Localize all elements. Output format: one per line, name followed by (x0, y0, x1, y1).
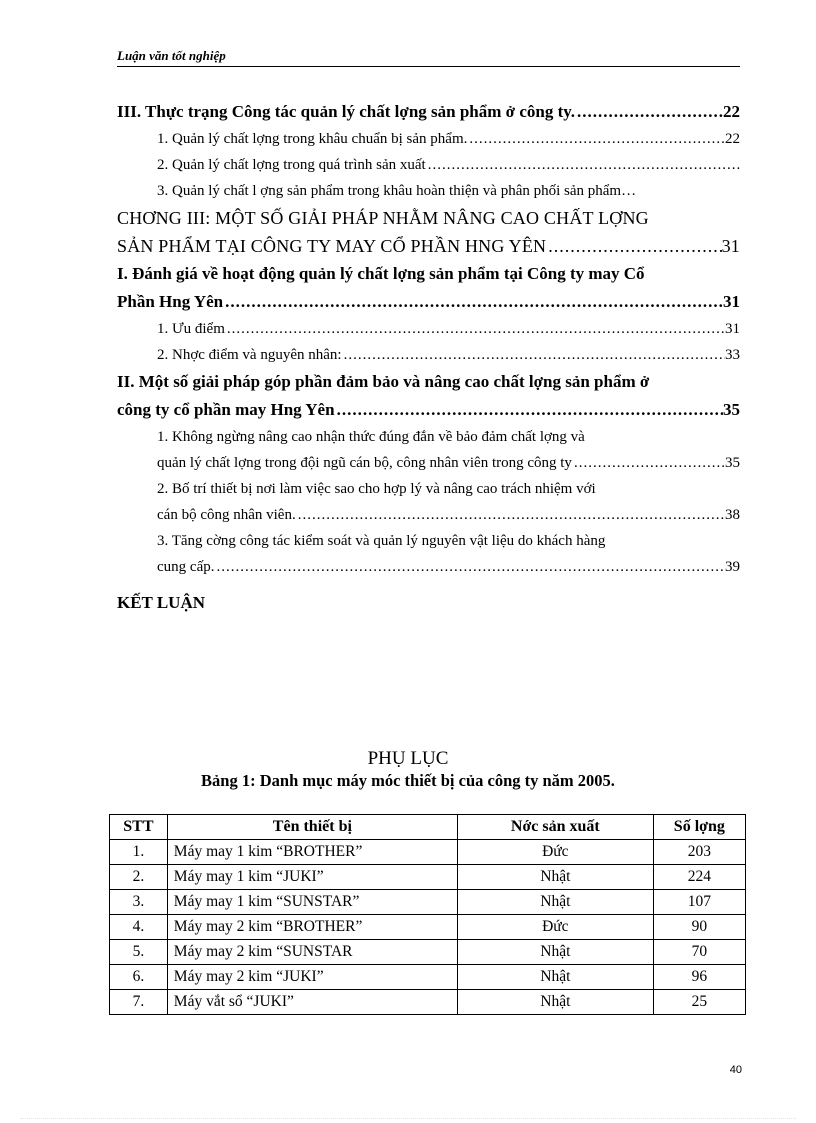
toc-page-number: 35 (723, 400, 740, 419)
toc-section-ii-2-line2 (117, 502, 740, 528)
cell-origin-country: Nhật (457, 940, 653, 965)
toc-section-iii-1 (117, 126, 740, 152)
toc-entry-title: I. Đánh giá về hoạt động quản lý chất lợng sản phẩm tại Công ty may Cổ (117, 264, 645, 283)
toc-section-ii-line1 (117, 368, 740, 396)
table-caption: Bảng 1: Danh mục máy móc thiết bị của công ty năm 2005. (201, 771, 615, 790)
toc-entry-title: 1. Quản lý chất lợng trong khâu chuẩn bị sản phẩm. (157, 131, 468, 147)
cell-quantity: 70 (653, 940, 745, 965)
toc-entry-title: cung cấp. (157, 559, 215, 575)
toc-page-number: 35 (725, 455, 740, 471)
toc-conclusion (117, 590, 740, 616)
toc-page-number: 31 (723, 292, 740, 311)
toc-entry-title: KẾT LUẬN (117, 593, 206, 612)
toc-dot-leader (223, 288, 723, 316)
toc-dot-leader (296, 502, 725, 528)
toc-section-ii-3-line1 (117, 528, 740, 554)
table-row (110, 965, 746, 990)
toc-section-i-2 (117, 342, 740, 368)
cell-equipment-name: Máy may 1 kim “SUNSTAR” (167, 890, 457, 915)
toc-entry-title: 2. Nhợc điểm và nguyên nhân: (157, 347, 342, 363)
toc-page-number: 39 (725, 559, 740, 575)
cell-origin-country: Đức (457, 915, 653, 940)
cell-quantity: 96 (653, 965, 745, 990)
toc-section-iii-2 (117, 152, 740, 178)
toc-entry-title: II. Một số giải pháp góp phần đảm bảo và nâng cao chất lợng sản phẩm ở (117, 372, 650, 391)
cell-equipment-name: Máy may 2 kim “SUNSTAR (167, 940, 457, 965)
toc-section-i-1 (117, 316, 740, 342)
toc-entry-title: 1. Không ngừng nâng cao nhận thức đúng đắn về bảo đảm chất lợng và (157, 429, 585, 445)
cell-quantity: 90 (653, 915, 745, 940)
cell-stt: 1. (110, 840, 168, 865)
table-row (110, 865, 746, 890)
toc-dot-leader (572, 450, 725, 476)
toc-dot-leader (467, 126, 725, 152)
toc-chapter-title: SẢN PHẨM TẠI CÔNG TY MAY CỔ PHẦN HNG YÊN (117, 236, 547, 256)
toc-entry-title: quản lý chất lợng trong đội ngũ cán bộ, công nhân viên trong công ty (157, 455, 572, 471)
toc-section-i-line2 (117, 288, 740, 316)
toc-dot-leader (426, 152, 740, 178)
toc-section-i-line1 (117, 260, 740, 288)
page-bottom-divider (20, 1118, 796, 1119)
toc-chapter-title: CHƠNG III: MỘT SỐ GIẢI PHÁP NHẰM NÂNG CAO CHẤT LỢNG (117, 208, 649, 228)
toc-entry-title: 2. Quản lý chất lợng trong quá trình sản xuất (157, 157, 426, 173)
header-equipment-name: Tên thiết bị (167, 815, 457, 840)
toc-entry-title: 3. Tăng cờng công tác kiểm soát và quản lý nguyên vật liệu do khách hàng (157, 533, 606, 549)
toc-section-ii-1-line2 (117, 450, 740, 476)
page-number: 40 (729, 1064, 742, 1076)
equipment-table (109, 814, 746, 1015)
toc-entry-title: 3. Quản lý chất l ợng sản phẩm trong khâu hoàn thiện và phân phối sản phẩm… (157, 183, 637, 199)
cell-quantity: 25 (653, 990, 745, 1015)
cell-stt: 2. (110, 865, 168, 890)
cell-equipment-name: Máy may 2 kim “JUKI” (167, 965, 457, 990)
toc-section-ii-1-line1 (117, 424, 740, 450)
cell-origin-country: Nhật (457, 990, 653, 1015)
toc-page-number: 31 (721, 236, 740, 256)
toc-entry-title: Phần Hng Yên (117, 292, 224, 311)
toc-dot-leader (225, 316, 725, 342)
appendix-title: PHỤ LỤC (367, 748, 449, 769)
cell-equipment-name: Máy vắt sổ “JUKI” (167, 990, 457, 1015)
toc-dot-leader (335, 396, 723, 424)
cell-origin-country: Nhật (457, 890, 653, 915)
toc-dot-leader (575, 98, 723, 126)
toc-section-iii-3 (117, 178, 740, 204)
table-row (110, 915, 746, 940)
table-row (110, 840, 746, 865)
cell-stt: 6. (110, 965, 168, 990)
cell-equipment-name: Máy may 1 kim “JUKI” (167, 865, 457, 890)
toc-section-iii (117, 98, 740, 126)
header-stt: STT (110, 815, 168, 840)
table-row (110, 890, 746, 915)
cell-origin-country: Nhật (457, 865, 653, 890)
toc-page-number: 31 (725, 321, 740, 337)
toc-entry-title: 1. Ưu điểm (157, 321, 225, 337)
cell-equipment-name: Máy may 2 kim “BROTHER” (167, 915, 457, 940)
header-origin-country: Nớc sản xuất (457, 815, 653, 840)
toc-dot-leader (214, 554, 725, 580)
toc-page-number: 22 (725, 131, 740, 147)
toc-page-number: 33 (725, 347, 740, 363)
cell-origin-country: Đức (457, 840, 653, 865)
cell-stt: 3. (110, 890, 168, 915)
toc-entry-title: công ty cổ phần may Hng Yên (117, 400, 335, 419)
header-title: Luận văn tốt nghiệp (117, 48, 226, 63)
toc-dot-leader (546, 232, 721, 260)
cell-equipment-name: Máy may 1 kim “BROTHER” (167, 840, 457, 865)
toc-dot-leader (342, 342, 725, 368)
cell-origin-country: Nhật (457, 965, 653, 990)
toc-chapter-iii-line2 (117, 232, 740, 260)
toc-page-number: 22 (723, 102, 740, 121)
cell-quantity: 224 (653, 865, 745, 890)
table-row (110, 990, 746, 1015)
toc-section-ii-3-line2 (117, 554, 740, 580)
toc-chapter-iii-line1 (117, 204, 740, 232)
running-header (117, 48, 740, 67)
toc-page-number: 38 (725, 507, 740, 523)
toc-entry-title: cán bộ công nhân viên. (157, 507, 296, 523)
cell-stt: 7. (110, 990, 168, 1015)
header-quantity: Số lợng (653, 815, 745, 840)
cell-stt: 5. (110, 940, 168, 965)
cell-stt: 4. (110, 915, 168, 940)
toc-entry-title: 2. Bố trí thiết bị nơi làm việc sao cho hợp lý và nâng cao trách nhiệm với (157, 481, 596, 497)
cell-quantity: 203 (653, 840, 745, 865)
toc-section-ii-2-line1 (117, 476, 740, 502)
toc-entry-title: III. Thực trạng Công tác quản lý chất lợng sản phẩm ở công ty. (117, 102, 576, 121)
cell-quantity: 107 (653, 890, 745, 915)
table-of-contents (117, 98, 740, 616)
toc-section-ii-line2 (117, 396, 740, 424)
table-header-row (110, 815, 746, 840)
table-row (110, 940, 746, 965)
